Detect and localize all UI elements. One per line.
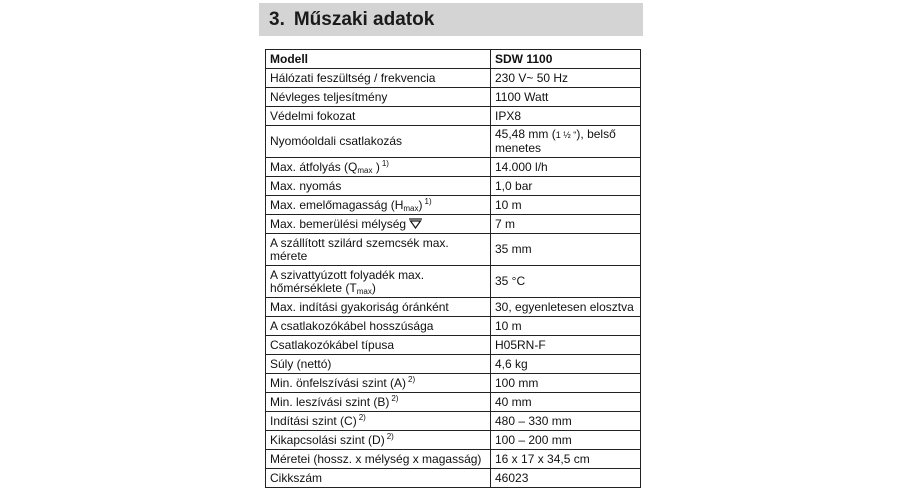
row-value: H05RN-F [491, 336, 641, 355]
header-value: SDW 1100 [491, 50, 641, 69]
water-level-icon [409, 218, 422, 229]
table-row [266, 88, 641, 107]
row-label [266, 393, 491, 412]
table-row [266, 317, 641, 336]
row-value: 480 – 330 mm [491, 412, 641, 431]
row-label: Névleges teljesítmény [266, 88, 491, 107]
row-label [266, 196, 491, 215]
table-row [266, 196, 641, 215]
value-part: 45,48 mm ( [495, 127, 556, 141]
row-label: Max. nyomás [266, 177, 491, 196]
row-value: 100 – 200 mm [491, 431, 641, 450]
label-text: Max. emelőmagasság (H [270, 197, 404, 212]
table-row [266, 450, 641, 469]
section-header [259, 3, 643, 36]
row-label [266, 374, 491, 393]
row-value: 14.000 l/h [491, 158, 641, 177]
row-value: 16 x 17 x 34,5 cm [491, 450, 641, 469]
row-label: Méretei (hossz. x mélység x magasság) [266, 450, 491, 469]
row-value: 4,6 kg [491, 355, 641, 374]
row-label: A csatlakozókábel hosszúsága [266, 317, 491, 336]
row-value [491, 126, 641, 158]
table-row [266, 431, 641, 450]
label-text: Min. leszívási szint (B) [270, 394, 390, 409]
label-text: Min. önfelszívási szint (A) [270, 375, 407, 390]
table-row [266, 469, 641, 488]
label-text: Max. bemerülési mélység [270, 216, 407, 231]
footnote-mark: 2) [391, 393, 399, 403]
label-text: A szivattyúzott folyadék max. hőmérséklete (T [270, 267, 425, 295]
row-label: Súly (nettó) [266, 355, 491, 374]
row-label: Csatlakozókábel típusa [266, 336, 491, 355]
row-label: Max. indítási gyakoriság óránként [266, 298, 491, 317]
label-end: ) [418, 197, 423, 212]
row-value: 7 m [491, 215, 641, 234]
row-label: Védelmi fokozat [266, 107, 491, 126]
row-label [266, 266, 491, 298]
footnote-mark: 2) [358, 412, 366, 422]
row-value: 10 m [491, 196, 641, 215]
table-row [266, 107, 641, 126]
row-label: Hálózati feszültség / frekvencia [266, 69, 491, 88]
section-number: 3. [269, 8, 285, 30]
value-part: ), belső menetes [495, 127, 616, 155]
table-row [266, 355, 641, 374]
footnote-mark: 2) [408, 374, 416, 384]
header-label: Modell [266, 50, 491, 69]
table-row [266, 234, 641, 266]
table-header-row [266, 50, 641, 69]
row-value: 1100 Watt [491, 88, 641, 107]
table-row [266, 336, 641, 355]
value-small: 1 ½ " [555, 130, 577, 140]
footnote-mark: 1) [424, 196, 432, 206]
row-value: IPX8 [491, 107, 641, 126]
row-value: 40 mm [491, 393, 641, 412]
row-value: 10 m [491, 317, 641, 336]
row-label [266, 412, 491, 431]
row-value: 35 mm [491, 234, 641, 266]
table-row [266, 126, 641, 158]
label-text: Indítási szint (C) [270, 413, 357, 428]
table-row [266, 215, 641, 234]
row-value: 46023 [491, 469, 641, 488]
row-value: 230 V~ 50 Hz [491, 69, 641, 88]
label-end: ) [372, 159, 380, 174]
label-end: ) [371, 280, 376, 295]
row-label [266, 431, 491, 450]
row-value: 30, egyenletesen elosztva [491, 298, 641, 317]
table-row [266, 266, 641, 298]
table-row [266, 158, 641, 177]
row-label: Cikkszám [266, 469, 491, 488]
label-sub: max [356, 286, 372, 296]
footnote-mark: 2) [386, 431, 394, 441]
row-label [266, 215, 491, 234]
label-sub: max [403, 203, 419, 213]
label-text: Max. átfolyás (Q [270, 159, 358, 174]
row-value: 100 mm [491, 374, 641, 393]
row-label: A szállított szilárd szemcsék max. mérete [266, 234, 491, 266]
row-label [266, 158, 491, 177]
table-row [266, 177, 641, 196]
table-row [266, 393, 641, 412]
row-value: 35 °C [491, 266, 641, 298]
table-row [266, 374, 641, 393]
label-sub: max [357, 165, 373, 175]
row-label: Nyomóoldali csatlakozás [266, 126, 491, 158]
table-row [266, 298, 641, 317]
row-value: 1,0 bar [491, 177, 641, 196]
spec-table [265, 49, 641, 488]
table-row [266, 69, 641, 88]
label-text: Kikapcsolási szint (D) [270, 432, 385, 447]
table-row [266, 412, 641, 431]
section-title: Műszaki adatok [293, 8, 435, 30]
footnote-mark: 1) [381, 158, 389, 168]
